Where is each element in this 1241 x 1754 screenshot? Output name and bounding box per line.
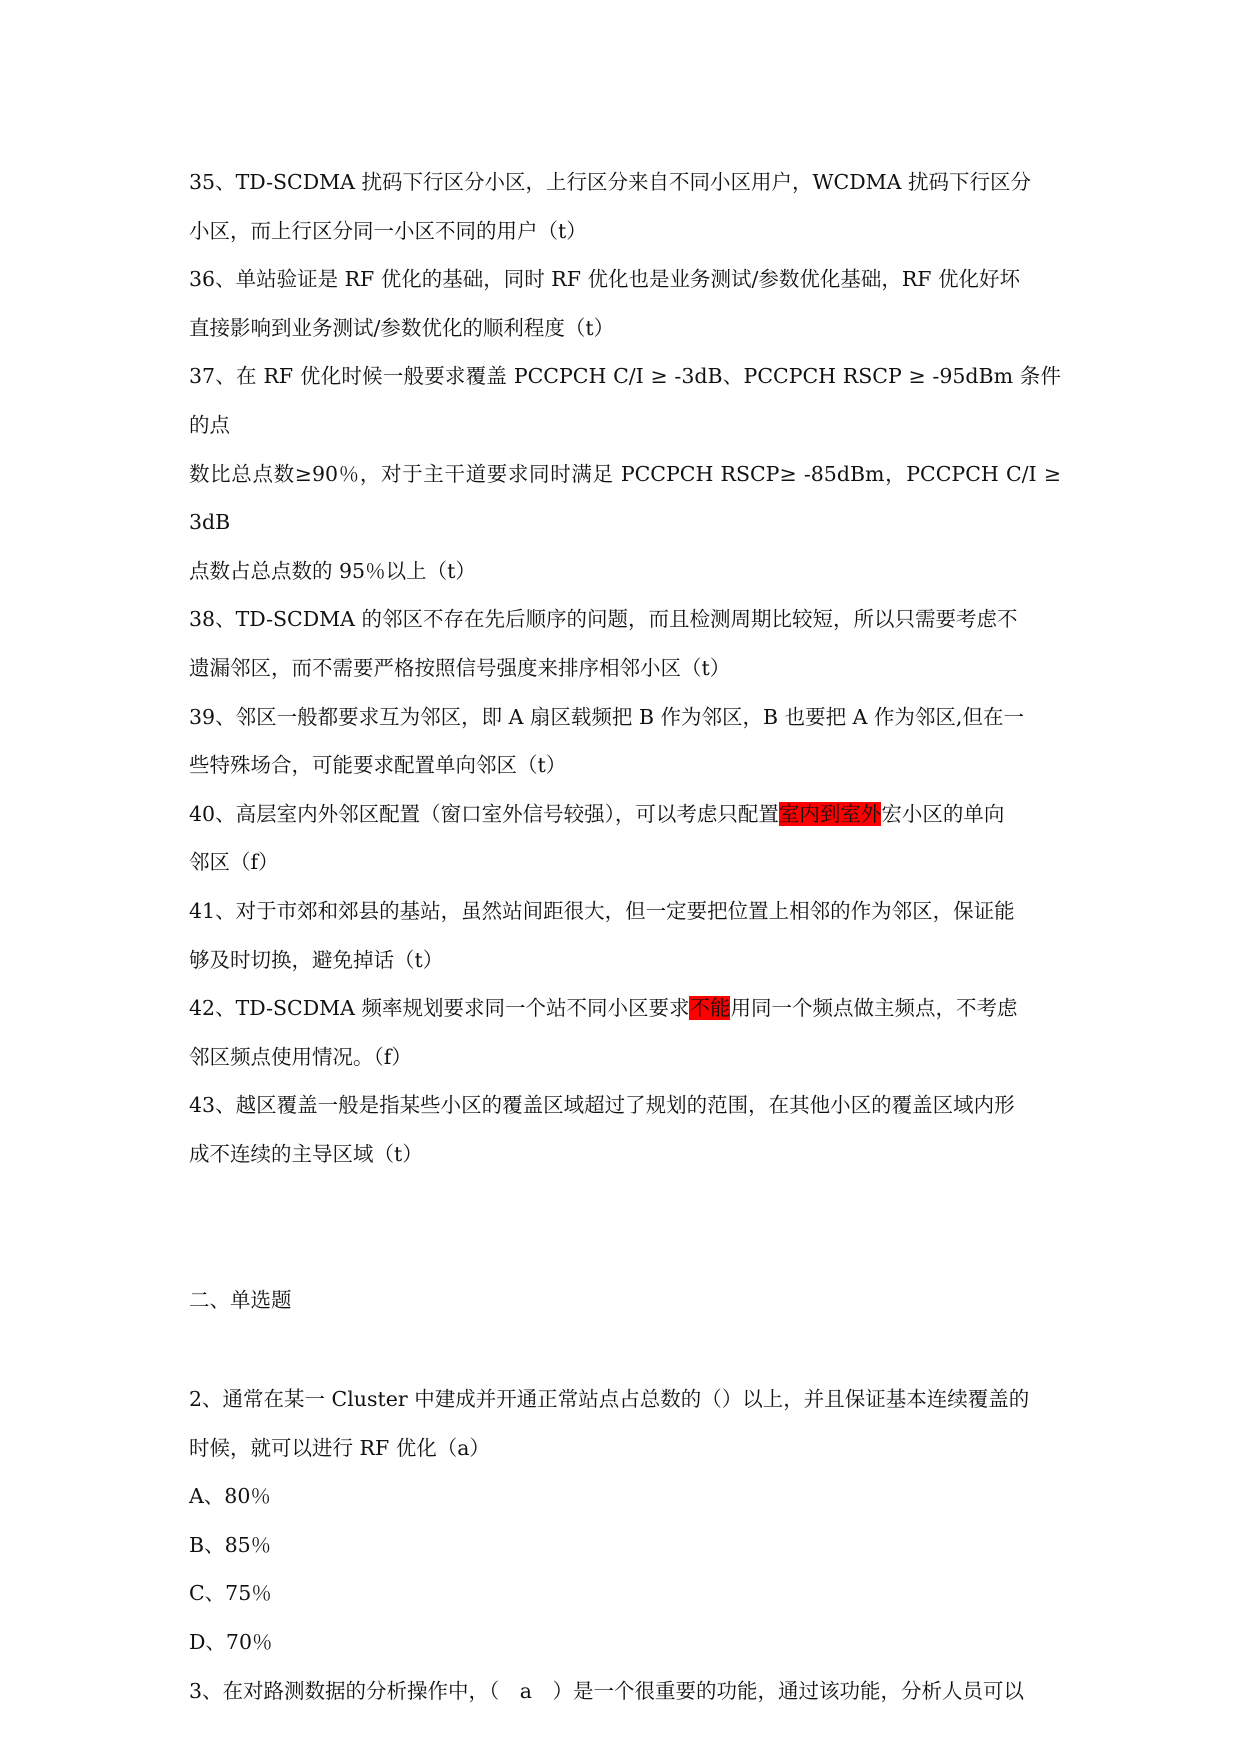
document-body bbox=[189, 158, 1061, 1715]
option-c: C、75％ bbox=[189, 1581, 272, 1606]
q42-line-1 bbox=[189, 984, 1061, 1033]
q43-line-1: 43、越区覆盖一般是指某些小区的覆盖区域超过了规划的范围，在其他小区的覆盖区域内形 bbox=[189, 1093, 1015, 1118]
q35-line-2: 小区，而上行区分同一小区不同的用户（t） bbox=[189, 218, 587, 243]
q36-line-1: 36、单站验证是 RF 优化的基础，同时 RF 优化也是业务测试/参数优化基础，RF 优化好坏 bbox=[189, 267, 1021, 292]
q37-line-2: 数比总点数≥90％，对于主干道要求同时满足 PCCPCH RSCP≥ -85dBm，PCCPCH C/I ≥ 3dB bbox=[189, 461, 1061, 535]
q42-highlight: 不能 bbox=[689, 996, 731, 1021]
q40-line-2: 邻区（f） bbox=[189, 850, 279, 875]
q42-line-2: 邻区频点使用情况。（f） bbox=[189, 1044, 412, 1069]
q39-line-1: 39、邻区一般都要求互为邻区，即 A 扇区载频把 B 作为邻区，B 也要把 A 作为邻区,但在一 bbox=[189, 704, 1024, 729]
option-d: D、70％ bbox=[189, 1630, 273, 1655]
q35-line-1: 35、TD-SCDMA 扰码下行区分小区，上行区分来自不同小区用户，WCDMA 扰码下行区分 bbox=[189, 170, 1031, 194]
q41-line-1: 41、对于市郊和郊县的基站，虽然站间距很大，但一定要把位置上相邻的作为邻区，保证能 bbox=[189, 898, 1015, 923]
q40-text-before: 40、高层室内外邻区配置（窗口室外信号较强），可以考虑只配置 bbox=[189, 801, 779, 826]
option-a: A、80％ bbox=[189, 1484, 271, 1509]
q37-line-3: 点数占总点数的 95％以上（t） bbox=[189, 558, 476, 583]
s2q3-line-1: 3、在对路测数据的分析操作中，（ a ）是一个很重要的功能，通过该功能，分析人员可以 bbox=[189, 1678, 1025, 1703]
section-title-single-choice: 二、单选题 bbox=[189, 1288, 292, 1313]
q40-line-1 bbox=[189, 790, 1061, 839]
s2q2-line-1: 2、通常在某一 Cluster 中建成并开通正常站点占总数的（）以上，并且保证基本连续覆盖的 bbox=[189, 1387, 1030, 1412]
q40-text-after: 宏小区的单向 bbox=[881, 801, 1005, 826]
q36-line-2: 直接影响到业务测试/参数优化的顺利程度（t） bbox=[189, 315, 615, 340]
q42-text-after: 用同一个频点做主频点，不考虑 bbox=[730, 996, 1018, 1021]
option-b: B、85％ bbox=[189, 1532, 272, 1557]
q41-line-2: 够及时切换，避免掉话（t） bbox=[189, 947, 444, 972]
spacer bbox=[189, 1325, 1061, 1375]
q38-line-2: 遗漏邻区，而不需要严格按照信号强度来排序相邻小区（t） bbox=[189, 655, 731, 680]
q40-highlight: 室内到室外 bbox=[778, 801, 882, 826]
q38-line-1: 38、TD-SCDMA 的邻区不存在先后顺序的问题，而且检测周期比较短，所以只需要考虑不 bbox=[189, 607, 1018, 632]
q42-text-before: 42、TD-SCDMA 频率规划要求同一个站不同小区要求 bbox=[189, 996, 690, 1021]
q43-line-2: 成不连续的主导区域（t） bbox=[189, 1141, 423, 1166]
s2q2-line-2: 时候，就可以进行 RF 优化（a） bbox=[189, 1435, 490, 1460]
spacer bbox=[189, 1178, 1061, 1276]
q37-line-1: 37、在 RF 优化时候一般要求覆盖 PCCPCH C/I ≥ -3dB、PCCPCH RSCP ≥ -95dBm 条件的点 bbox=[189, 364, 1061, 437]
q39-line-2: 些特殊场合，可能要求配置单向邻区（t） bbox=[189, 753, 567, 778]
